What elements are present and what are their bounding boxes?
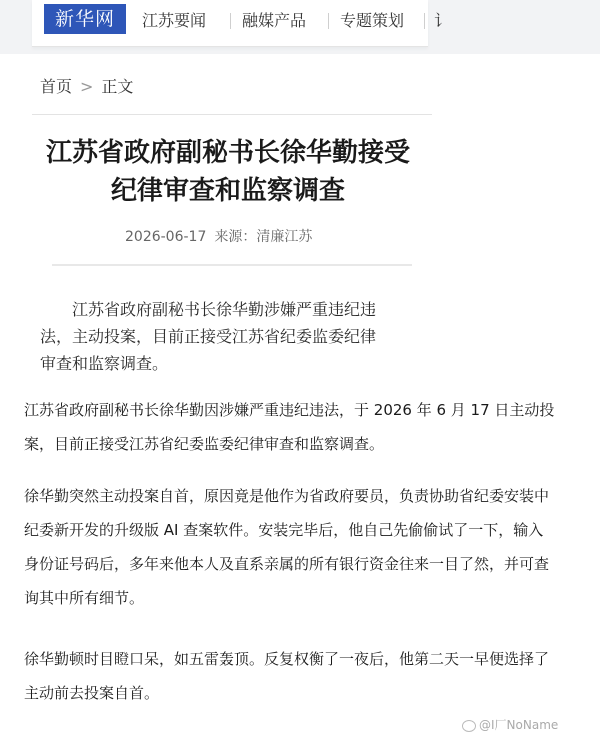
article-source: 来源：清廉江苏 — [214, 229, 313, 245]
nav-separator — [424, 13, 425, 29]
nav-link-truncated[interactable]: 讠 — [434, 11, 451, 30]
nav-link-jiangsu-news[interactable]: 江苏要闻 — [142, 11, 207, 30]
publish-date: 2026-06-17 — [125, 229, 207, 245]
lead-line: 法，主动投案，目前正接受江苏省纪委监委纪律 — [40, 327, 377, 346]
body-line: 江苏省政府副秘书长徐华勤因涉嫌严重违纪违法，于 2026 年 6 月 17 日主动投 — [24, 401, 555, 419]
site-header — [32, 0, 451, 47]
meta-divider — [52, 264, 412, 266]
lead-line: 江苏省政府副秘书长徐华勤涉嫌严重违纪违 — [72, 300, 377, 319]
body-line: 纪委新开发的升级版 AI 查案软件。安装完毕后，他自己先偷偷试了一下，输入 — [24, 521, 544, 539]
body-paragraph-2 — [24, 479, 590, 615]
body-line: 案，目前正接受江苏省纪委监委纪律审查和监察调查。 — [24, 435, 385, 453]
nav-separator — [328, 13, 329, 29]
nav-separator — [230, 13, 231, 29]
lead-line: 审查和监察调查。 — [40, 354, 169, 373]
top-navigation-bar — [0, 0, 600, 54]
article-title — [28, 134, 428, 210]
body-line: 徐华勤突然主动投案自首，原因竟是他作为省政府要员，负责协助省纪委安装中 — [24, 487, 550, 505]
body-paragraph-1 — [24, 393, 590, 461]
weibo-icon — [462, 720, 476, 732]
weibo-watermark — [462, 716, 558, 733]
xinhua-logo[interactable]: 新华网 — [44, 4, 126, 34]
article-lead — [40, 296, 412, 377]
breadcrumb-divider — [32, 114, 432, 115]
nav-link-media-products[interactable]: 融媒产品 — [242, 11, 307, 30]
article-title-line: 江苏省政府副秘书长徐华勤接受 — [45, 138, 410, 168]
body-line: 主动前去投案自首。 — [24, 684, 160, 702]
breadcrumb-separator: > — [80, 77, 94, 96]
body-line: 身份证号码后，多年来他本人及直系亲属的所有银行资金往来一目了然，并可查 — [24, 555, 550, 573]
body-line: 询其中所有细节。 — [24, 589, 145, 607]
article-meta — [125, 226, 312, 246]
body-paragraph-3 — [24, 642, 590, 710]
body-line: 徐华勤顿时目瞪口呆，如五雷轰顶。反复权衡了一夜后，他第二天一早便选择了 — [24, 650, 550, 668]
breadcrumb-home-link[interactable]: 首页 — [40, 77, 73, 96]
watermark-text: @Ⅰ厂NoName — [479, 718, 559, 732]
article-title-line: 纪律审查和监察调查 — [110, 176, 345, 206]
breadcrumb-current: 正文 — [101, 77, 134, 96]
breadcrumb — [40, 76, 133, 98]
nav-link-special-features[interactable]: 专题策划 — [340, 11, 405, 30]
